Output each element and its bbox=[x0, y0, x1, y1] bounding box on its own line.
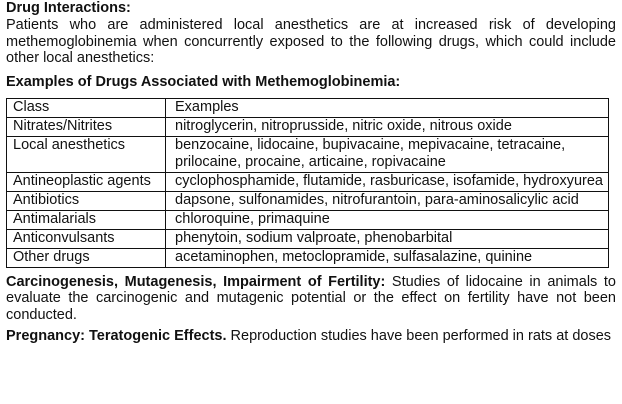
pregnancy-paragraph bbox=[6, 328, 616, 345]
column-header-class: Class bbox=[7, 98, 166, 117]
table-row bbox=[7, 117, 609, 136]
row-class-cell: Local anesthetics bbox=[7, 136, 166, 172]
row-examples-cell: acetaminophen, metoclopramide, sulfasalazine, quinine bbox=[166, 248, 609, 267]
table-row bbox=[7, 136, 609, 172]
row-class-cell: Anticonvulsants bbox=[7, 229, 166, 248]
drug-interactions-heading: Drug Interactions: bbox=[6, 0, 131, 16]
row-examples-cell: chloroquine, primaquine bbox=[166, 210, 609, 229]
column-header-examples: Examples bbox=[166, 98, 609, 117]
table-header-row bbox=[7, 98, 609, 117]
row-class-cell: Antimalarials bbox=[7, 210, 166, 229]
row-class-cell: Antibiotics bbox=[7, 191, 166, 210]
row-class-cell: Antineoplastic agents bbox=[7, 172, 166, 191]
methemoglobinemia-drugs-table bbox=[6, 98, 609, 268]
table-row bbox=[7, 210, 609, 229]
row-examples-cell: dapsone, sulfonamides, nitrofurantoin, para-aminosalicylic acid bbox=[166, 191, 609, 210]
table-row bbox=[7, 191, 609, 210]
table-caption: Examples of Drugs Associated with Methemoglobinemia: bbox=[6, 73, 401, 90]
row-examples-cell: phenytoin, sodium valproate, phenobarbital bbox=[166, 229, 609, 248]
row-class-cell: Nitrates/Nitrites bbox=[7, 117, 166, 136]
row-examples-cell: benzocaine, lidocaine, bupivacaine, mepivacaine, tetracaine, prilocaine, procaine, articaine, ropivacaine bbox=[166, 136, 609, 172]
row-class-cell: Other drugs bbox=[7, 248, 166, 267]
row-examples-cell: nitroglycerin, nitroprusside, nitric oxide, nitrous oxide bbox=[166, 117, 609, 136]
table-row bbox=[7, 172, 609, 191]
row-examples-cell: cyclophosphamide, flutamide, rasburicase, isofamide, hydroxyurea bbox=[166, 172, 609, 191]
carcinogenesis-paragraph bbox=[6, 274, 616, 324]
carcinogenesis-heading: Carcinogenesis, Mutagenesis, Impairment of Fertility: bbox=[6, 273, 386, 290]
drug-interactions-paragraph: Patients who are administered local anesthetics are at increased risk of developing methemoglobinemia when concurrently exposed to the following drugs, which could include other local anesthetics: bbox=[6, 17, 616, 66]
pregnancy-text: Reproduction studies have been performed in rats at doses bbox=[226, 328, 612, 344]
table-row bbox=[7, 229, 609, 248]
carcinogenesis-text: Studies of lidocaine in animals to evaluate the carcinogenic and mutagenic potential or the effect on fertility have not been conducted. bbox=[6, 273, 616, 323]
document-page bbox=[6, 0, 616, 345]
pregnancy-heading: Pregnancy: Teratogenic Effects. bbox=[6, 328, 227, 344]
table-row bbox=[7, 248, 609, 267]
